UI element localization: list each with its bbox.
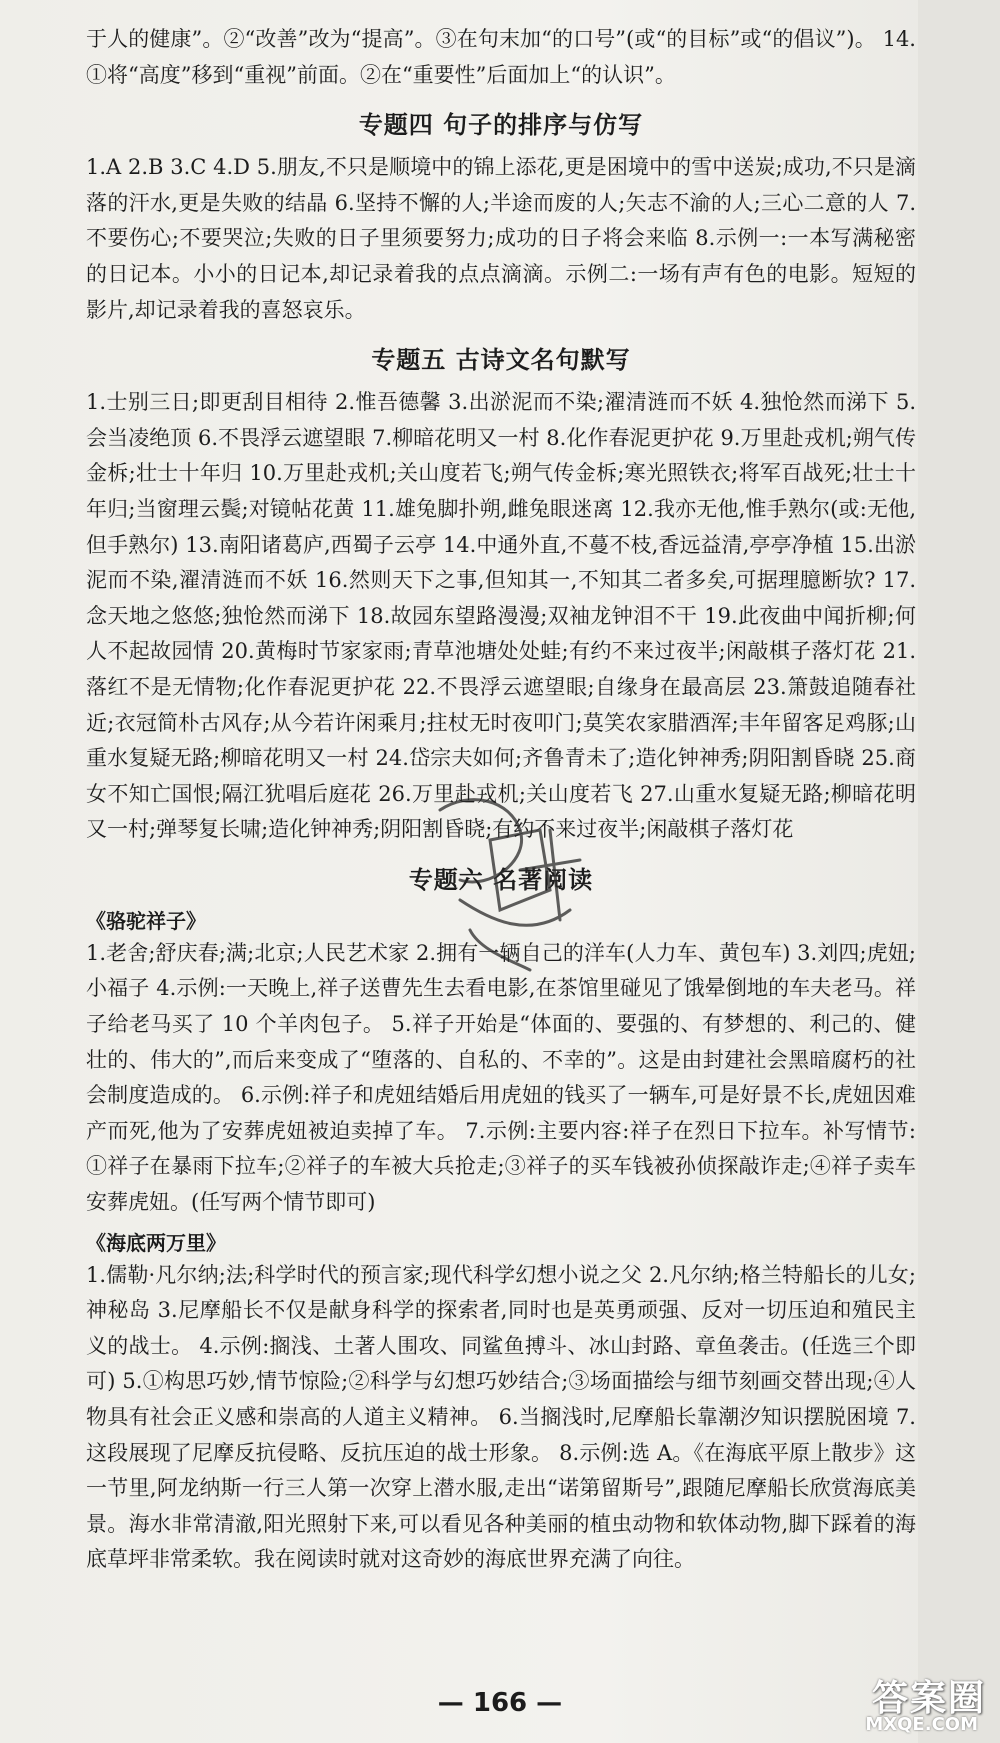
- book2-title: 《海底两万里》: [86, 1230, 226, 1255]
- book1-body: 1.老舍;舒庆春;满;北京;人民艺术家 2.拥有一辆自己的洋车(人力车、黄包车) 3.刘四;虎妞;小福子 4.示例:一天晚上,祥子送曹先生去看电影,在茶馆里碰见了饿晕倒地的车夫老马。祥子给老马买了 10 个羊肉包子。 5.祥子开始是“体面的、要强的、有梦想的、利己的、健壮的、伟大的”,而后来变成了“堕落的、自私的、不幸的”。这是由封建社会黑暗腐朽的社会制度造成的。 6.示例:祥子和虎妞结婚后用虎妞的钱买了一辆车,可是好景不长,虎妞因难产而死,他为了安葬虎妞被迫卖掉了车。 7.示例:主要内容:祥子在烈日下拉车。补写情节:①祥子在暴雨下拉车;②祥子的车被大兵抢走;③祥子的买车钱被孙侦探敲诈走;④祥子卖车安葬虎妞。(任写两个情节即可): [86, 940, 916, 1215]
- page-edge: [918, 0, 1000, 1743]
- book1-title: 《骆驼祥子》: [86, 908, 206, 933]
- intro-paragraph: 于人的健康”。②“改善”改为“提高”。③在句末加“的口号”(或“的目标”或“的倡议”)。 14.①将“高度”移到“重视”前面。②在“重要性”后面加上“的认识”。: [86, 27, 916, 87]
- section5-body: 1.士别三日;即更刮目相待 2.惟吾德馨 3.出淤泥而不染;濯清涟而不妖 4.独怆然而涕下 5.会当凌绝顶 6.不畏浮云遮望眼 7.柳暗花明又一村 8.化作春泥更护花 9.万里赴戎机;朔气传金柝;壮士十年归 10.万里赴戎机;关山度若飞;朔气传金柝;寒光照铁衣;将军百战死;壮士十年归;当窗理云鬓;对镜帖花黄 11.雄兔脚扑朔,雌兔眼迷离 12.我亦无他,惟手熟尔(或:无他,但手熟尔) 13.南阳诸葛庐,西蜀子云亭 14.中通外直,不蔓不枝,香远益清,亭亭净植 15.出淤泥而不染,濯清涟而不妖 16.然则天下之事,但知其一,不知其二者多矣,可据理臆断欤? 17.念天地之悠悠;独怆然而涕下 18.故园东望路漫漫;双袖龙钟泪不干 19.此夜曲中闻折柳;何人不起故园情 20.黄梅时节家家雨;青草池塘处处蛙;有约不来过夜半;闲敲棋子落灯花 21.落红不是无情物;化作春泥更护花 22.不畏浮云遮望眼;自缘身在最高层 23.箫鼓追随春社近;衣冠简朴古风存;从今若许闲乘月;拄杖无时夜叩门;莫笑农家腊酒浑;丰年留客足鸡豚;山重水复疑无路;柳暗花明又一村 24.岱宗夫如何;齐鲁青未了;造化钟神秀;阴阳割昏晓 25.商女不知亡国恨;隔江犹唱后庭花 26.万里赴戎机;关山度若飞 27.山重水复疑无路;柳暗花明又一村;弹琴复长啸;造化钟神秀;阴阳割昏晓;有约不来过夜半;闲敲棋子落灯花: [86, 390, 916, 842]
- section4-body: 1.A 2.B 3.C 4.D 5.朋友,不只是顺境中的锦上添花,更是困境中的雪中送炭;成功,不只是滴落的汗水,更是失败的结晶 6.坚持不懈的人;半途而废的人;矢志不渝的人;三心二意的人 7.不要伤心;不要哭泣;失败的日子里须要努力;成功的日子将会来临 8.示例一:一本写满秘密的日记本。小小的日记本,却记录着我的点点滴滴。示例二:一场有声有色的电影。短短的影片,却记录着我的喜怒哀乐。: [86, 155, 916, 322]
- page-number: — 166 —: [437, 1688, 563, 1718]
- section4-title: 专题四 句子的排序与仿写: [358, 111, 644, 140]
- watermark-logo-text: 答案圈: [871, 1678, 986, 1719]
- watermark-url: MXQE.COM: [865, 1714, 978, 1735]
- section6-title: 专题六 名著阅读: [408, 865, 594, 894]
- answer-content: [86, 22, 916, 1578]
- site-watermark: [786, 1670, 986, 1738]
- book2-body: 1.儒勒·凡尔纳;法;科学时代的预言家;现代科学幻想小说之父 2.凡尔纳;格兰特船长的儿女;神秘岛 3.尼摩船长不仅是献身科学的探索者,同时也是英勇顽强、反对一切压迫和殖民主义的战士。 4.示例:搁浅、土著人围攻、同鲨鱼搏斗、冰山封路、章鱼袭击。(任选三个即可) 5.①构思巧妙,情节惊险;②科学与幻想巧妙结合;③场面描绘与细节刻画交替出现;④人物具有社会正义感和崇高的人道主义精神。 6.当搁浅时,尼摩船长靠潮汐知识摆脱困境 7.这段展现了尼摩反抗侵略、反抗压迫的战士形象。 8.示例:选 A。《在海底平原上散步》这一节里,阿龙纳斯一行三人第一次穿上潜水服,走出“诺第留斯号”,跟随尼摩船长欣赏海底美景。海水非常清澈,阳光照射下来,可以看见各种美丽的植虫动物和软体动物,脚下踩着的海底草坪非常柔软。我在阅读时就对这奇妙的海底世界充满了向往。: [86, 1262, 916, 1572]
- section5-title: 专题五 古诗文名句默写: [371, 346, 631, 375]
